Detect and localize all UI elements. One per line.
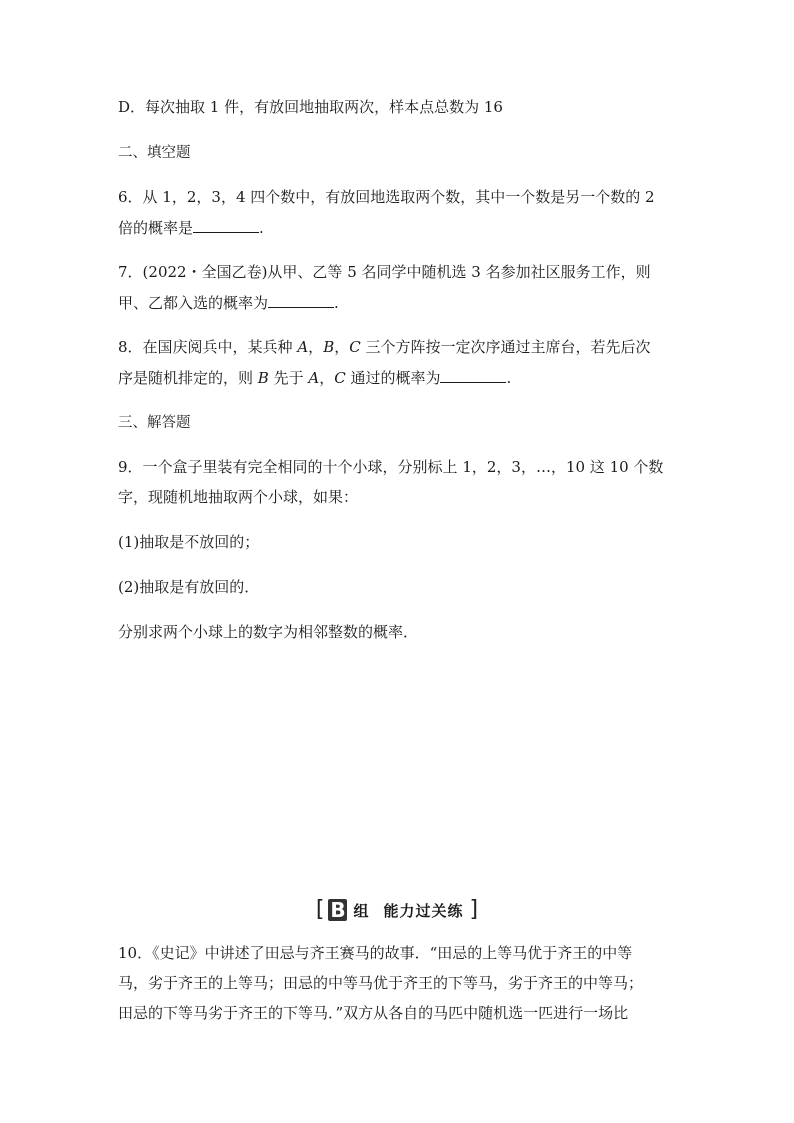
q8-text: 序是随机排定的，则 <box>118 369 258 387</box>
q8-text: 三个方阵按一定次序通过主席台，若先后次 <box>360 338 651 356</box>
section-fill-in-heading: 二、填空题 <box>118 145 191 161</box>
group-label: 组 <box>353 901 370 920</box>
var-c: C <box>349 338 361 356</box>
q6-text: 倍的概率是 <box>118 219 194 237</box>
answer-blank <box>268 292 334 308</box>
right-bracket: ] <box>469 897 479 922</box>
question-7-line-2 <box>118 292 339 313</box>
question-8-line-2 <box>118 367 511 388</box>
q8-text: 8．在国庆阅兵中，某兵种 <box>118 338 298 356</box>
answer-blank <box>193 217 259 233</box>
q8-text: 先于 <box>268 369 309 387</box>
var-b: B <box>257 369 269 387</box>
q6-period: . <box>259 219 264 237</box>
var-a: A <box>297 338 309 356</box>
q7-text: 甲、乙都入选的概率为 <box>118 294 269 312</box>
left-bracket: [ <box>315 897 325 922</box>
question-10-line-3: 田忌的下等马劣于齐王的下等马．”双方从各自的马匹中随机选一匹进行一场比 <box>118 1004 629 1022</box>
question-6-line-2 <box>118 217 264 238</box>
var-a: A <box>308 369 320 387</box>
question-6-line-1: 6．从 1，2，3，4 四个数中，有放回地选取两个数，其中一个数是另一个数的 2 <box>118 188 655 206</box>
question-9-part-2: (2)抽取是有放回的． <box>118 578 260 596</box>
q8-text: 通过的概率为 <box>345 369 441 387</box>
q7-period: . <box>334 294 339 312</box>
question-10-line-2: 马，劣于齐王的上等马；田忌的中等马优于齐王的下等马，劣于齐王的中等马； <box>118 974 644 992</box>
question-8-line-1 <box>118 337 651 357</box>
question-9-line-5: 分别求两个小球上的数字为相邻整数的概率． <box>118 623 419 641</box>
question-9-line-1: 9．一个盒子里装有完全相同的十个小球，分别标上 1，2，3，…，10 这 10 个数 <box>118 458 664 476</box>
option-d: D．每次抽取 1 件，有放回地抽取两次，样本点总数为 16 <box>118 98 503 116</box>
question-9-line-2: 字，现随机地抽取两个小球，如果： <box>118 488 359 506</box>
q8-sep: ， <box>319 369 335 387</box>
group-b-badge: B <box>330 898 346 922</box>
q8-sep: ， <box>308 338 324 356</box>
question-9-part-1: (1)抽取是不放回的； <box>118 533 260 551</box>
question-10-line-1: 10．《史记》中讲述了田忌与齐王赛马的故事．“田忌的上等马优于齐王的中等 <box>118 944 633 962</box>
var-b: B <box>323 338 335 356</box>
question-7-line-1: 7．(2022・全国乙卷)从甲、乙等 5 名同学中随机选 3 名参加社区服务工作，则 <box>118 263 651 281</box>
q8-period: . <box>506 369 512 387</box>
group-title: 能力过关练 <box>383 901 464 920</box>
answer-blank <box>440 367 506 383</box>
group-b-header <box>0 896 794 924</box>
var-c: C <box>334 369 346 387</box>
section-solution-heading: 三、解答题 <box>118 415 191 431</box>
q8-sep: ， <box>334 338 350 356</box>
